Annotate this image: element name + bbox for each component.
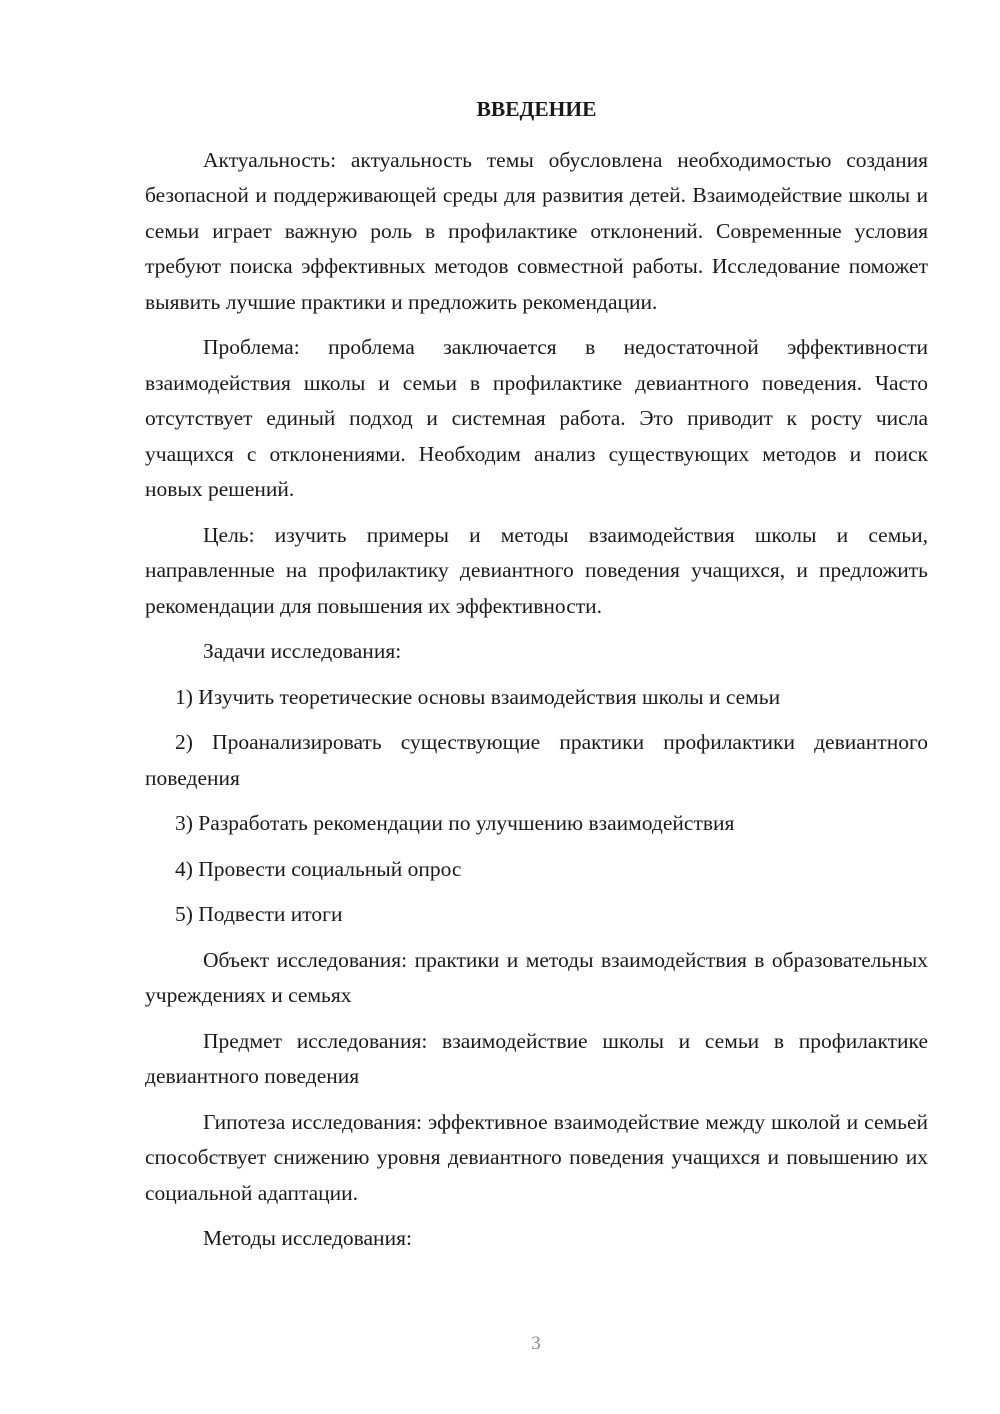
task-item-5: 5) Подвести итоги — [175, 902, 343, 926]
page-number: 3 — [531, 1333, 541, 1354]
paragraph-hypothesis: Гипотеза исследования: эффективное взаимодействие между школой и семьей способствует снижению уровня девиантного поведения учащихся и повышению их социальной адаптации. — [145, 1109, 928, 1205]
paragraph-goal: Цель: изучить примеры и методы взаимодействия школы и семьи, направленные на профилактику девиантного поведения учащихся, и предложить рекомендации для повышения их эффективности. — [145, 522, 928, 618]
task-item-2: 2) Проанализировать существующие практики профилактики девиантного поведения — [145, 730, 928, 790]
paragraph-methods: Методы исследования: — [203, 1226, 412, 1250]
tasks-heading: Задачи исследования: — [203, 639, 402, 663]
paragraph-relevance: Актуальность: актуальность темы обусловлена необходимостью создания безопасной и поддерживающей среды для развития детей. Взаимодействие школы и семьи играет важную роль в профилактике отклонений. Современные условия требуют поиска эффективных методов совместной работы. Исследование поможет выявить лучшие практики и предложить рекомендации. — [145, 147, 928, 314]
section-title: ВВЕДЕНИЕ — [476, 97, 597, 121]
paragraph-problem: Проблема: проблема заключается в недостаточной эффективности взаимодействия школы и семьи в профилактике девиантного поведения. Часто отсутствует единый подход и системная работа. Это приводит к росту числа учащихся с отклонениями. Необходим анализ существующих методов и поиск новых решений. — [145, 335, 928, 501]
task-item-4: 4) Провести социальный опрос — [175, 856, 462, 881]
task-item-3: 3) Разработать рекомендации по улучшению взаимодействия — [175, 811, 735, 835]
paragraph-subject: Предмет исследования: взаимодействие школы и семьи в профилактике девиантного поведения — [145, 1028, 928, 1088]
document-page — [145, 92, 928, 1267]
paragraph-object: Объект исследования: практики и методы взаимодействия в образовательных учреждениях и семьях — [145, 947, 928, 1007]
task-item-1: 1) Изучить теоретические основы взаимодействия школы и семьи — [175, 684, 781, 709]
